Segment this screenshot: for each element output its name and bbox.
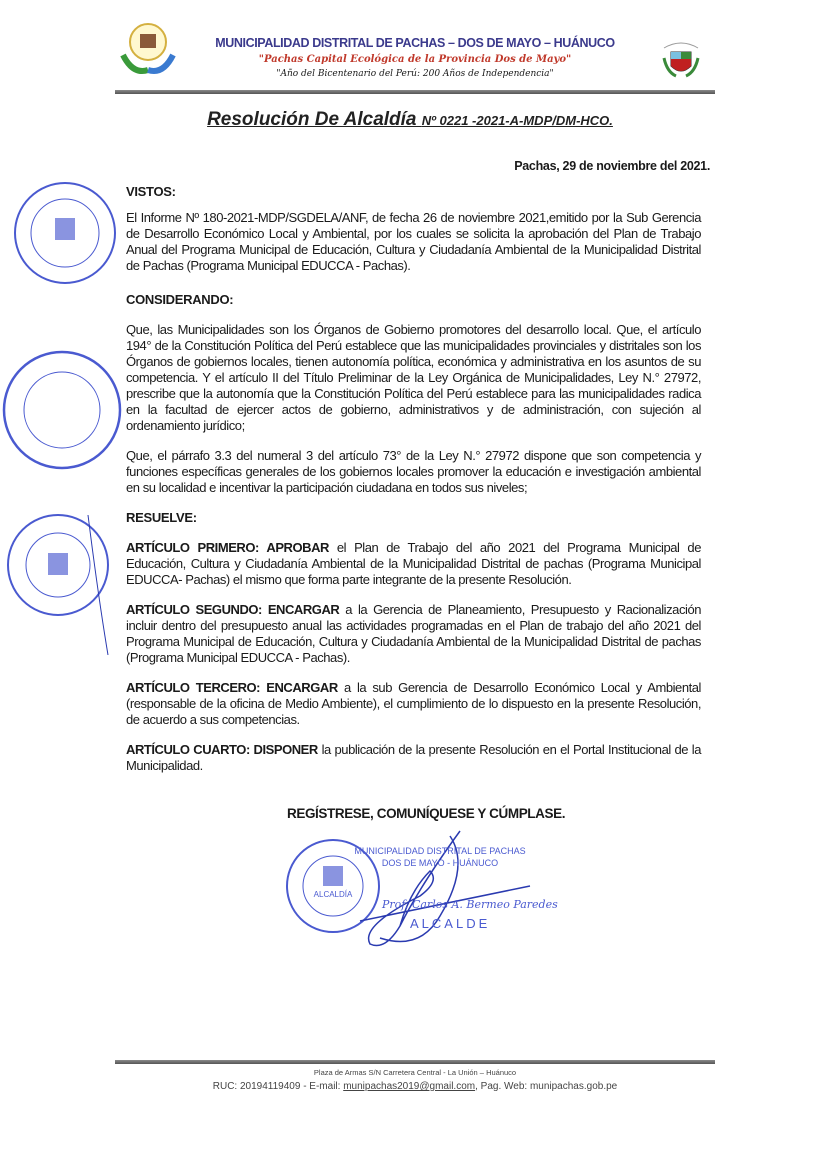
margin-stamp-icon	[10, 178, 120, 288]
vistos-text: El Informe Nº 180-2021-MDP/SGDELA/ANF, de fecha 26 de noviembre 2021,emitido por la Sub Gerencia de Desarrollo Económico Local y Ambiental, por los cuales se solicita la aprobación del Plan de Trabajo Anual del Programa Municipal de Educación, Cultura y Ciudadanía Ambiental de la Municipalidad Distrital de Pachas (Programa Municipal EDUCCA - Pachas).	[126, 210, 701, 273]
resuelve-heading: RESUELVE:	[126, 510, 197, 525]
considerando-paragraph-1: Que, las Municipalidades son los Órganos de Gobierno promotores del desarrollo local. Que, el artículo 194° de la Constitución Política del Perú establece que las municipalidades provinciales y distritales son los Órganos de gobiernos locales, tienen autonomía política, económica y administrativa en los asuntos de su competencia. Y el artículo II del Título Preliminar de la Ley Orgánica de Municipalidades, Ley N.° 27972, prescribe que la autonomía que la Constitución Política del Perú establece para las municipalidades radica en la facultad de ejercer actos de gobierno, administrativos y de administración, con sujeción al ordenamiento jurídico;	[126, 322, 701, 433]
seal-text: ALCALDÍA	[313, 890, 353, 899]
header-slogan: "Pachas Capital Ecológica de la Provincia Dos de Mayo"	[258, 54, 572, 65]
footer-address: Plaza de Armas S/N Carretera Central - La Unión – Huánuco	[313, 1068, 517, 1077]
peru-coat-of-arms	[660, 40, 702, 80]
header-title: MUNICIPALIDAD DISTRITAL DE PACHAS – DOS DE MAYO – HUÁNUCO	[215, 36, 615, 50]
resolution-body	[126, 184, 701, 952]
article-2: ARTÍCULO SEGUNDO: ENCARGAR a la Gerencia de Planeamiento, Presupuesto y Racionalización incluir dentro del presupuesto anual las actividades programadas en el Plan de trabajo del año 2021 del Programa Municipal de Educación, Cultura y Ciudadanía Ambiental de la Municipalidad Distrital de pachas (Programa Municipal EDUCCA - Pachas).	[126, 602, 702, 665]
signature-block	[0, 822, 827, 952]
footer-divider	[115, 1060, 715, 1064]
article-4: ARTÍCULO CUARTO: DISPONER la publicación de la presente Resolución en el Portal Institucional de la Municipalidad.	[126, 742, 701, 773]
signatory-role: ALCALDE	[410, 916, 491, 931]
municipal-logo	[118, 20, 178, 80]
handwritten-signature-icon	[340, 826, 540, 952]
closing-formula: REGÍSTRESE, COMUNÍQUESE Y CÚMPLASE.	[287, 806, 566, 821]
signature-stamp-line1: MUNICIPALIDAD DISTRITAL DE PACHAS	[354, 846, 526, 856]
signatory-name: Prof. Carlos A. Bermeo Paredes	[382, 898, 558, 911]
header-divider	[115, 90, 715, 94]
considerando-heading: CONSIDERANDO:	[126, 292, 234, 307]
considerando-paragraph-2: Que, el párrafo 3.3 del numeral 3 del artículo 73° de la Ley N.° 27972 dispone que son competencia y funciones específicas generales de los gobiernos locales promover la educación e investigación ambiental en su localidad e incentivar la participación ciudadana en todos sus niveles;	[126, 448, 701, 495]
header-year-motto: "Año del Bicentenario del Perú: 200 Años de Independencia"	[276, 69, 554, 79]
document-date: Pachas, 29 de noviembre del 2021.	[514, 159, 710, 173]
footer-contact: RUC: 20194119409 - E-mail: munipachas2019@gmail.com, Pag. Web: munipachas.gob.pe	[212, 1081, 618, 1092]
article-1: ARTÍCULO PRIMERO: APROBAR el Plan de Trabajo del año 2021 del Programa Municipal de Educación, Cultura y Ciudadanía Ambiental de la Municipalidad Distrital de pachas (Programa Municipal EDUCCA- Pachas) el mismo que forma parte integrante de la presente Resolución.	[126, 540, 701, 587]
article-3: ARTÍCULO TERCERO: ENCARGAR a la sub Gerencia de Desarrollo Económico Local y Ambiental (responsable de la oficina de Medio Ambiente), el cumplimiento de lo dispuesto en la presente Resolución, de acuerdo a sus competencias.	[126, 680, 701, 727]
document-title: Resolución De Alcaldía Nº 0221 -2021-A-MDP/DM-HCO.	[207, 109, 613, 130]
margin-stamp-icon	[3, 505, 113, 655]
margin-stamp-icon	[0, 345, 124, 475]
signature-stamp-line2: DOS DE MAYO - HUÁNUCO	[381, 858, 499, 868]
footer-email-link[interactable]: munipachas2019@gmail.com	[343, 1081, 476, 1092]
vistos-heading: VISTOS:	[126, 184, 176, 199]
